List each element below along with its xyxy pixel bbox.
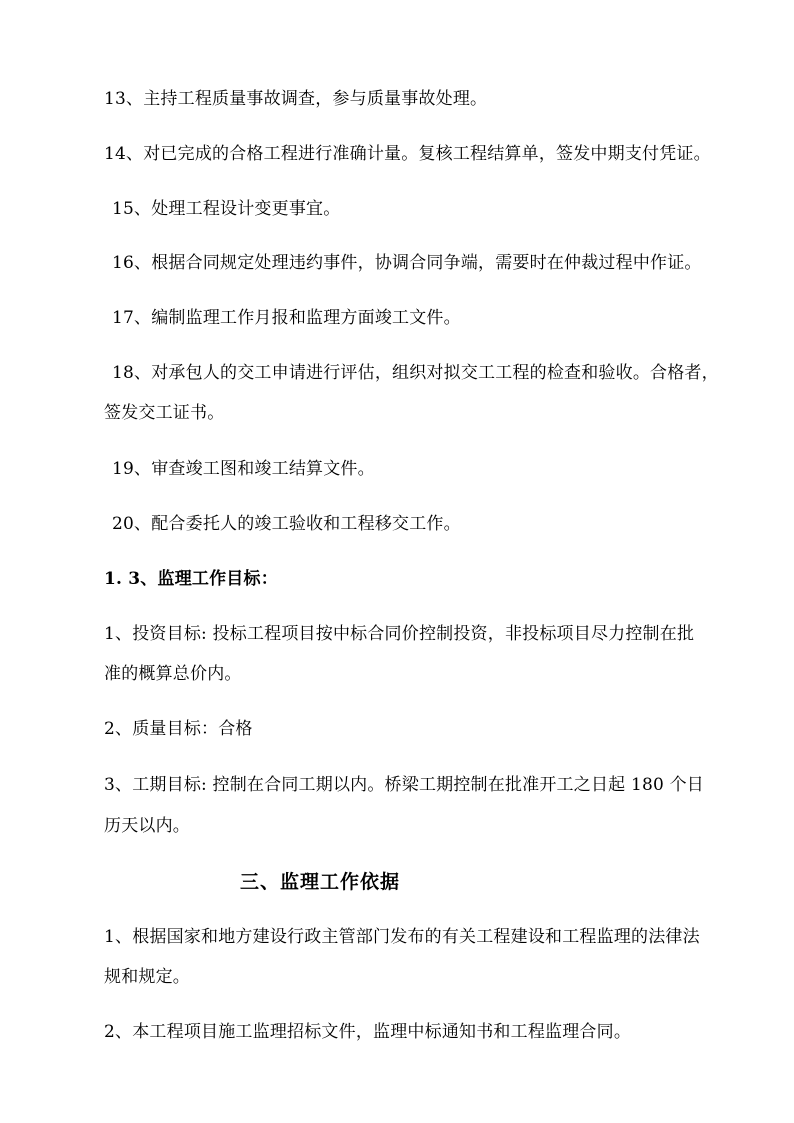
goal-investment-line2: 准的概算总价内。	[104, 664, 242, 684]
duty-item-14: 14、对已完成的合格工程进行准确计量。复核工程结算单，签发中期支付凭证。	[104, 144, 711, 164]
basis-item-2: 2、本工程项目施工监理招标文件，监理中标通知书和工程监理合同。	[104, 1022, 632, 1042]
duty-item-19: 19、审查竣工图和竣工结算文件。	[112, 459, 375, 479]
duty-item-18-line2: 签发交工证书。	[104, 403, 225, 423]
section-title-basis: 三、监理工作依据	[240, 871, 401, 893]
duty-item-18-line1: 18、对承包人的交工申请进行评估，组织对拟交工工程的检查和验收。合格者，	[112, 363, 719, 383]
goal-investment-line1: 1、投资目标: 投标工程项目按中标合同价控制投资，非投标项目尽力控制在批	[104, 624, 695, 644]
duty-item-13: 13、主持工程质量事故调查，参与质量事故处理。	[104, 89, 488, 109]
goals-heading: 1. 3、监理工作目标：	[104, 569, 278, 589]
duty-item-15: 15、处理工程设计变更事宜。	[112, 199, 341, 219]
goal-schedule-line2: 历天以内。	[104, 816, 190, 836]
basis-item-1-line2: 规和规定。	[104, 967, 190, 987]
basis-item-1-line1: 1、根据国家和地方建设行政主管部门发布的有关工程建设和工程监理的法律法	[104, 927, 700, 947]
goal-quality: 2、质量目标：合格	[104, 719, 253, 739]
duty-item-20: 20、配合委托人的竣工验收和工程移交工作。	[112, 514, 461, 534]
duty-item-16: 16、根据合同规定处理违约事件，协调合同争端，需要时在仲裁过程中作证。	[112, 253, 702, 273]
duty-item-17: 17、编制监理工作月报和监理方面竣工文件。	[112, 308, 461, 328]
goal-schedule-line1: 3、工期目标: 控制在合同工期以内。桥梁工期控制在批准开工之日起 180 个日	[104, 775, 705, 795]
